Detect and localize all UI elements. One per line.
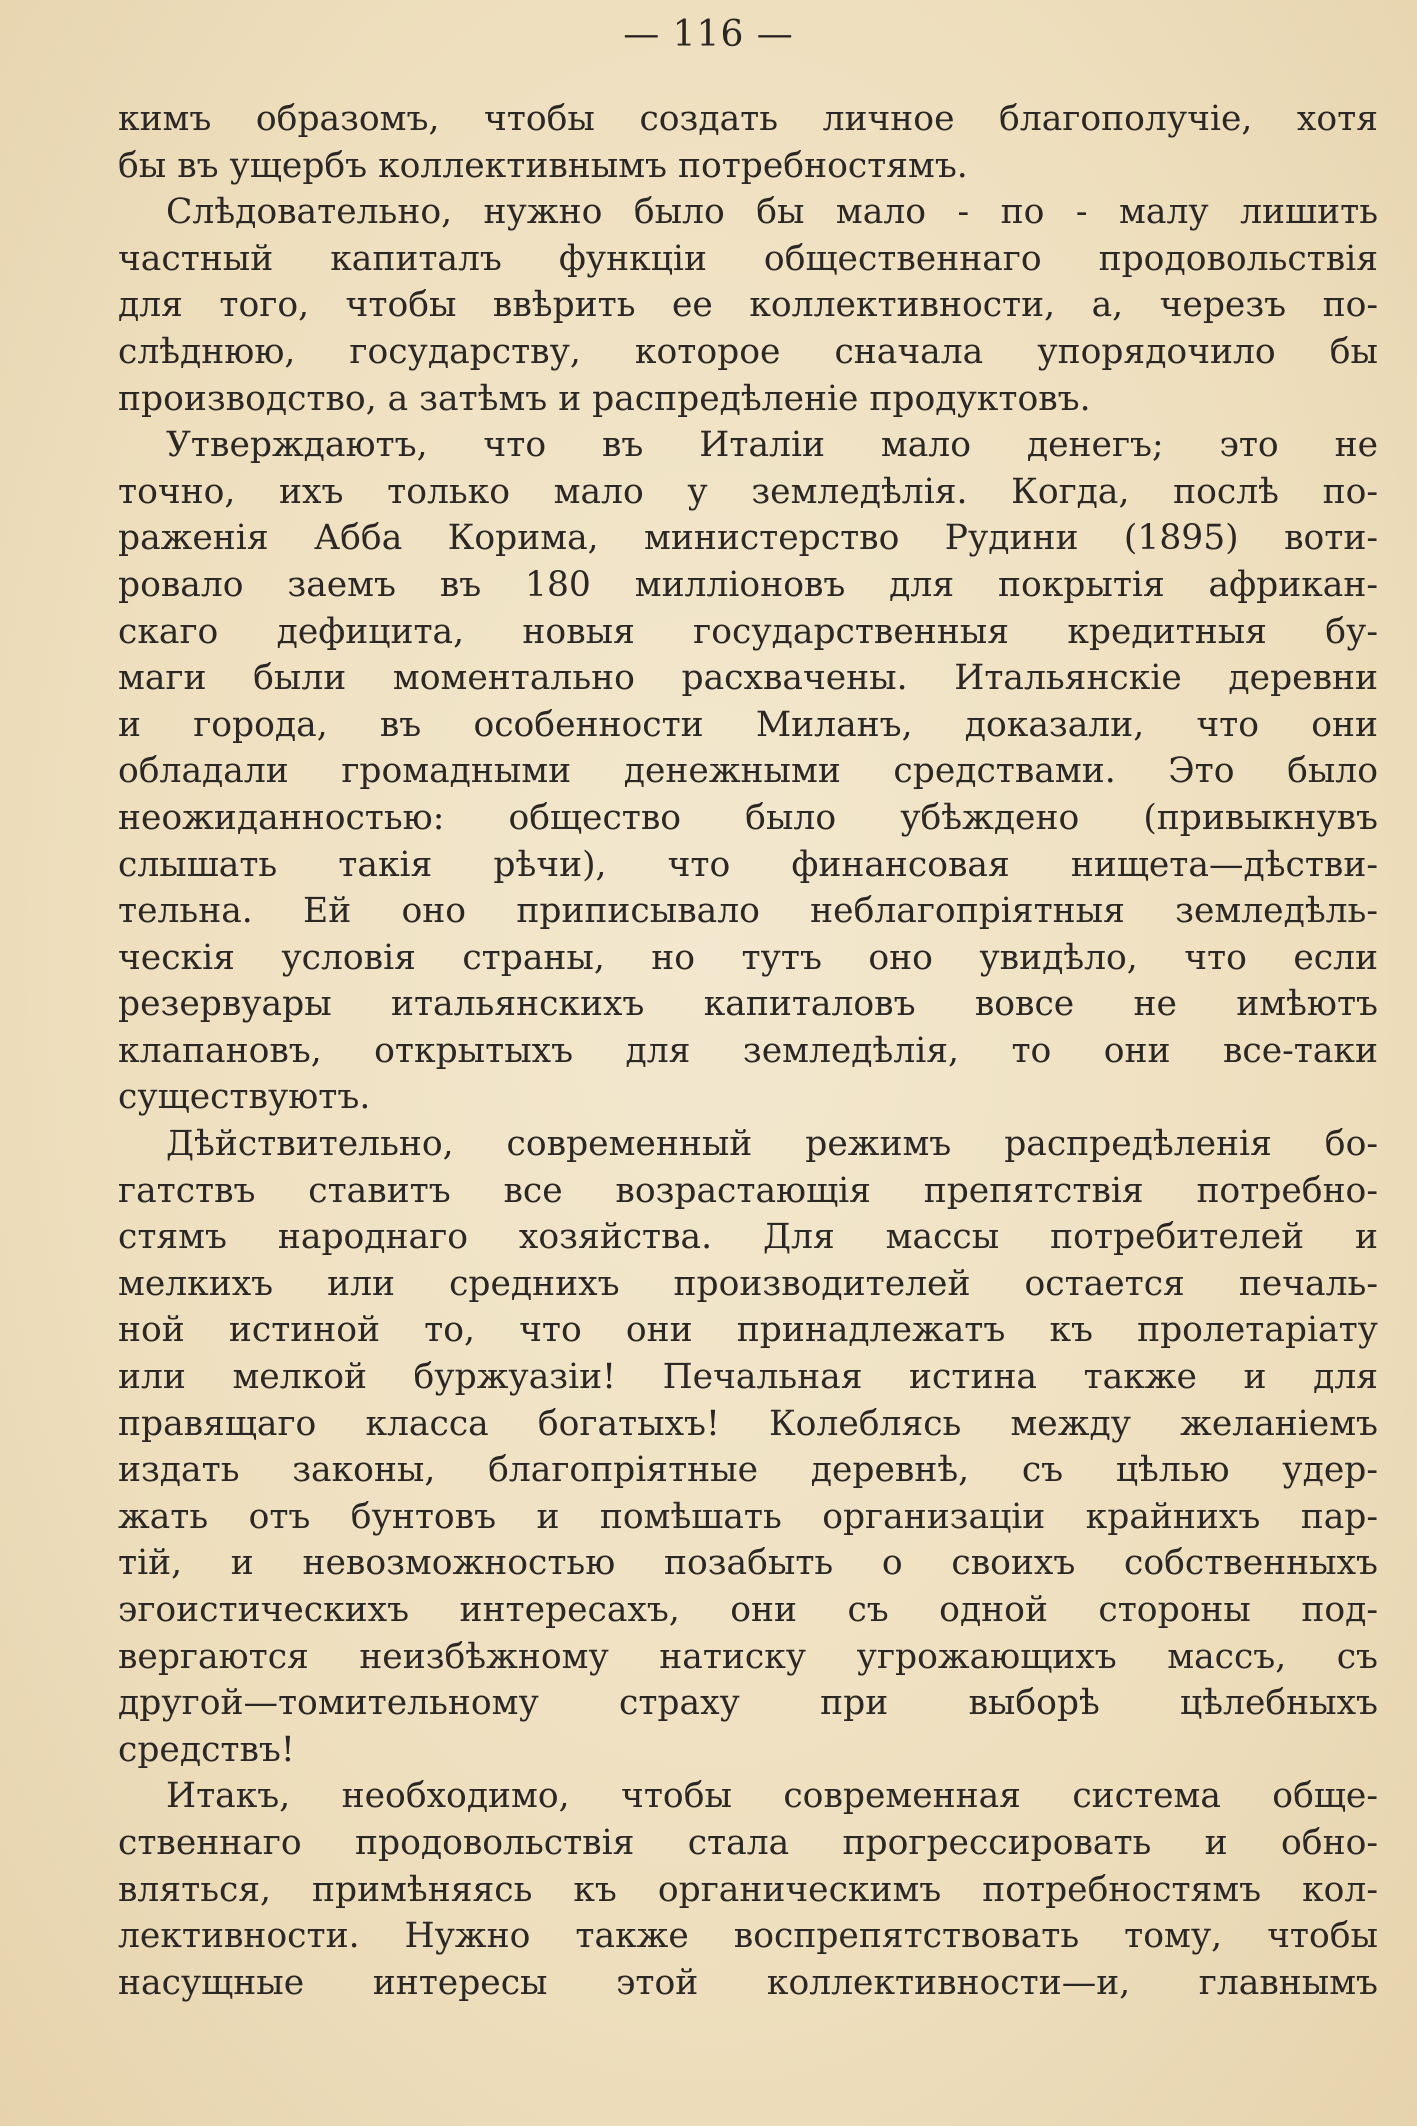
text-line: слышать такія рѣчи), что финансовая нищета—дѣстви- — [118, 844, 1378, 885]
text-line: гатствъ ставитъ все возрастающія препятствія потребно- — [118, 1170, 1378, 1211]
text-line: мелкихъ или среднихъ производителей остается печаль- — [118, 1263, 1378, 1304]
text-line: маги были моментально расхвачены. Итальянскіе деревни — [118, 658, 1378, 699]
text-line: точно, ихъ только мало у земледѣлія. Когда, послѣ по- — [118, 471, 1378, 512]
text-line: ственнаго продовольствія стала прогрессировать и обно- — [118, 1822, 1378, 1863]
paragraph — [118, 1773, 1378, 2006]
text-line: неожиданностью: общество было убѣждено (привыкнувъ — [118, 797, 1378, 838]
text-line: производство, а затѣмъ и распредѣленіе продуктовъ. — [118, 378, 1091, 419]
text-line: или мелкой буржуазіи! Печальная истина также и для — [118, 1357, 1378, 1398]
paragraph — [118, 1121, 1378, 1773]
text-line: слѣднюю, государству, которое сначала упорядочило бы — [118, 331, 1378, 372]
text-line: жать отъ бунтовъ и помѣшать организаціи крайнихъ пар- — [118, 1496, 1378, 1537]
body-text — [118, 96, 1378, 2006]
text-line: частный капиталъ функціи общественнаго продовольствія — [118, 238, 1378, 279]
text-line: ровало заемъ въ 180 милліоновъ для покрытія африкан- — [118, 564, 1378, 605]
text-line: тельна. Ей оно приписывало неблагопріятныя земледѣль- — [118, 891, 1378, 932]
text-line: Слѣдовательно, нужно было бы мало - по - малу лишить — [166, 192, 1378, 233]
text-line: существуютъ. — [118, 1077, 371, 1118]
text-line: клапановъ, открытыхъ для земледѣлія, то они все-таки — [118, 1030, 1378, 1071]
text-line: тій, и невозможностью позабыть о своихъ собственныхъ — [118, 1543, 1378, 1584]
paragraph — [118, 189, 1378, 422]
text-line: издать законы, благопріятные деревнѣ, съ цѣлью удер- — [118, 1450, 1378, 1491]
text-line: эгоистическихъ интересахъ, они съ одной стороны под- — [118, 1590, 1378, 1630]
text-line: и города, въ особенности Миланъ, доказали, что они — [118, 704, 1378, 745]
text-line: средствъ! — [118, 1729, 295, 1770]
text-line: вляться, примѣняясь къ органическимъ потребностямъ кол- — [118, 1869, 1378, 1910]
text-line: правящаго класса богатыхъ! Колеблясь между желаніемъ — [118, 1403, 1378, 1444]
text-line: насущные интересы этой коллективности—и, главнымъ — [118, 1962, 1378, 2003]
text-line: бы въ ущербъ коллективнымъ потребностямъ. — [118, 145, 968, 186]
text-line: Итакъ, необходимо, чтобы современная система обще- — [166, 1776, 1378, 1817]
text-line: Дѣйствительно, современный режимъ распредѣленія бо- — [166, 1124, 1378, 1165]
text-line: вергаются неизбѣжному натиску угрожающихъ массъ, съ — [118, 1636, 1378, 1677]
text-line: раженія Абба Корима, министерство Рудини (1895) воти- — [118, 518, 1378, 559]
text-line: ной истиной то, что они принадлежатъ къ пролетаріату — [118, 1310, 1378, 1351]
paragraph — [118, 422, 1378, 1121]
text-line: для того, чтобы ввѣрить ее коллективности, а, черезъ по- — [118, 285, 1378, 326]
text-line: скаго дефицита, новыя государственныя кредитныя бу- — [118, 611, 1378, 652]
paragraph — [118, 96, 1378, 189]
text-line: стямъ народнаго хозяйства. Для массы потребителей и — [118, 1217, 1378, 1258]
text-line: ческія условія страны, но тутъ оно увидѣло, что если — [118, 937, 1378, 978]
page-number: — 116 — — [623, 14, 794, 55]
text-line: другой—томительному страху при выборѣ цѣлебныхъ — [118, 1683, 1378, 1724]
text-line: обладали громадными денежными средствами. Это было — [118, 751, 1378, 792]
text-line: лективности. Нужно также воспрепятствовать тому, чтобы — [118, 1916, 1378, 1957]
text-line: Утверждаютъ, что въ Италіи мало денегъ; это не — [166, 425, 1378, 466]
text-line: резервуары итальянскихъ капиталовъ вовсе не имѣютъ — [118, 984, 1378, 1025]
text-line: кимъ образомъ, чтобы создать личное благополучіе, хотя — [118, 99, 1378, 139]
